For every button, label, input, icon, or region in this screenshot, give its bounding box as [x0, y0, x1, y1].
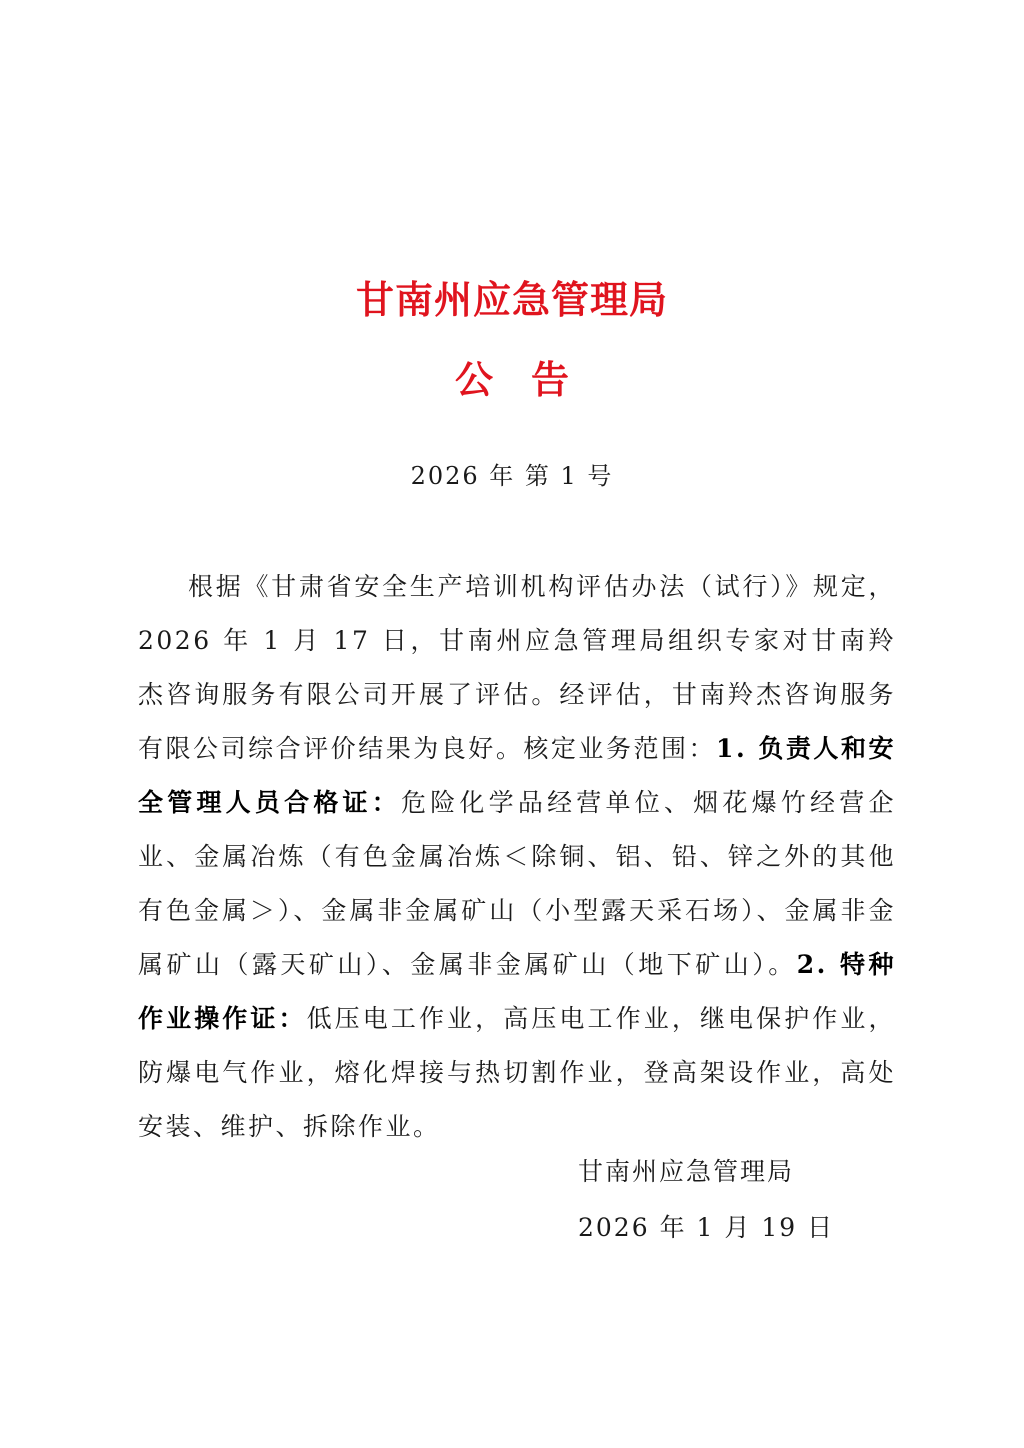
doc-number: 2026 年 第 1 号 — [410, 462, 614, 490]
body-text-part1: 根据《甘肃省安全生产培训机构评估办法（试行）》规定，2026 年 1 月 17 日，甘南州应急管理局组织专家对甘南羚杰咨询服务有限公司开展了评估。经评估，甘南羚杰咨询服务有限公司综合评价结果为良好。核定业务范围： — [138, 572, 896, 763]
notice-body — [138, 560, 896, 1154]
signature-date: 2026 年 1 月 19 日 — [578, 1213, 835, 1242]
notice-title: 公 告 — [454, 357, 569, 402]
body-text-part2: 危险化学品经营单位、烟花爆竹经营企业、金属冶炼（有色金属冶炼＜除铜、铝、铅、锌之外的其他有色金属＞）、金属非金属矿山（小型露天采石场）、金属非金属矿山（露天矿山）、金属非金属矿山（地下矿山）。 — [138, 788, 896, 979]
scope-heading-1: 1. 负责人和安全管理人员合格证： — [138, 734, 896, 817]
scope-heading-2: 2. 特种作业操作证： — [138, 950, 896, 1033]
body-text-part3: 低压电工作业，高压电工作业，继电保护作业，防爆电气作业，熔化焊接与热切割作业，登高架设作业，高处安装、维护、拆除作业。 — [138, 1004, 896, 1141]
signature-org: 甘南州应急管理局 — [578, 1157, 795, 1186]
org-title: 甘南州应急管理局 — [355, 277, 668, 322]
